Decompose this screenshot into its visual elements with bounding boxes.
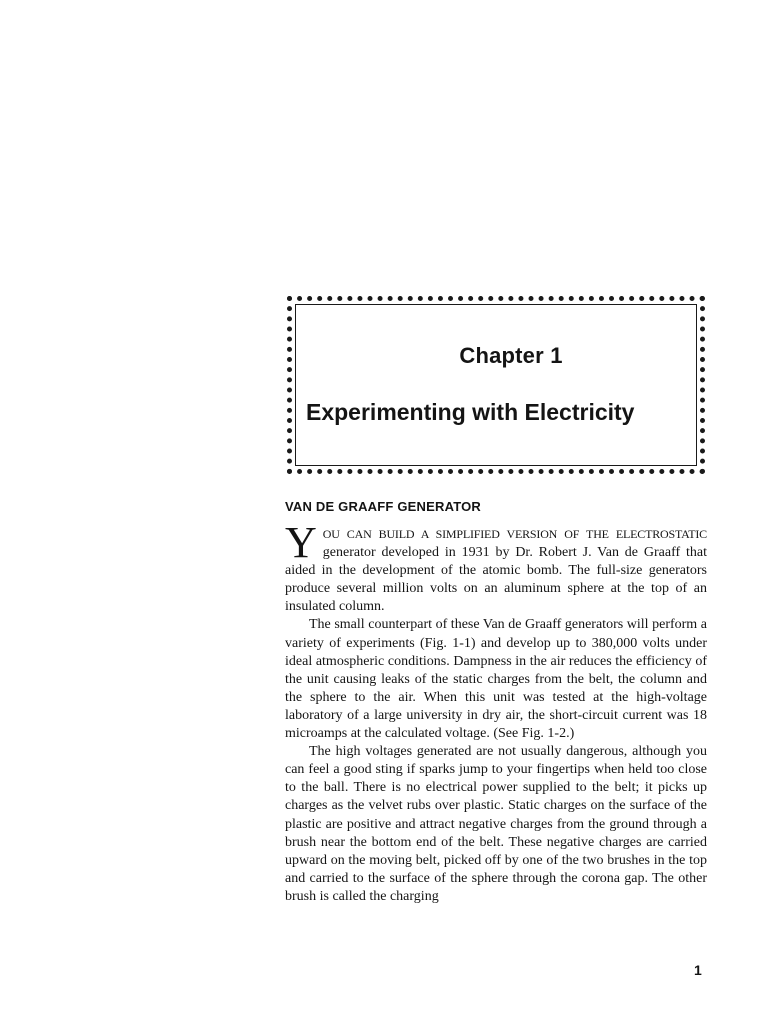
paragraph-3: The high voltages generated are not usually dangerous, although you can feel a good sting if sparks jump to your fingertips when held too close to the ball. There is no electrical power supplied to the belt; it picks up charges as the velvet rubs over plastic. Static charges on the surface of the plastic are positive and attract negative charges from the ground through a brush near the bottom end of the belt. These negative charges are carried upward on the moving belt, picked off by one of the two brushes in the top and carried to the surface of the sphere through the corona gap. The other brush is called the charging	[285, 744, 707, 904]
paragraph-1-lead: OU CAN BUILD A SIMPLIFIED VERSION OF THE ELECTROSTATIC	[322, 527, 707, 541]
paragraph-2: The small counterpart of these Van de Graaff generators will perform a variety of experiments (Fig. 1-1) and develop up to 380,000 volts under ideal atmospheric conditions. Dampness in the air reduces the efficiency of the unit causing leaks of the static charges from the belt, the column and the sphere to the air. When this unit was tested at the high-voltage laboratory of a large university in dry air, the short-circuit current was 18 microamps at the calculated voltage. (See Fig. 1-2.)	[285, 617, 707, 742]
drop-cap: Y	[285, 518, 317, 567]
page-number: 1	[694, 962, 702, 978]
body-text	[285, 518, 707, 906]
paragraph-1-text: generator developed in 1931 by Dr. Robert J. Van de Graaff that aided in the development of the atomic bomb. The full-size generators produce several million volts on an aluminum sphere at the top of an insulated column.	[285, 545, 707, 615]
chapter-title: Experimenting with Electricity	[306, 399, 635, 425]
chapter-number: Chapter 1	[459, 343, 563, 368]
paragraph-1	[285, 518, 707, 616]
chapter-title-frame	[287, 296, 705, 474]
section-heading: VAN DE GRAAFF GENERATOR	[285, 499, 481, 514]
